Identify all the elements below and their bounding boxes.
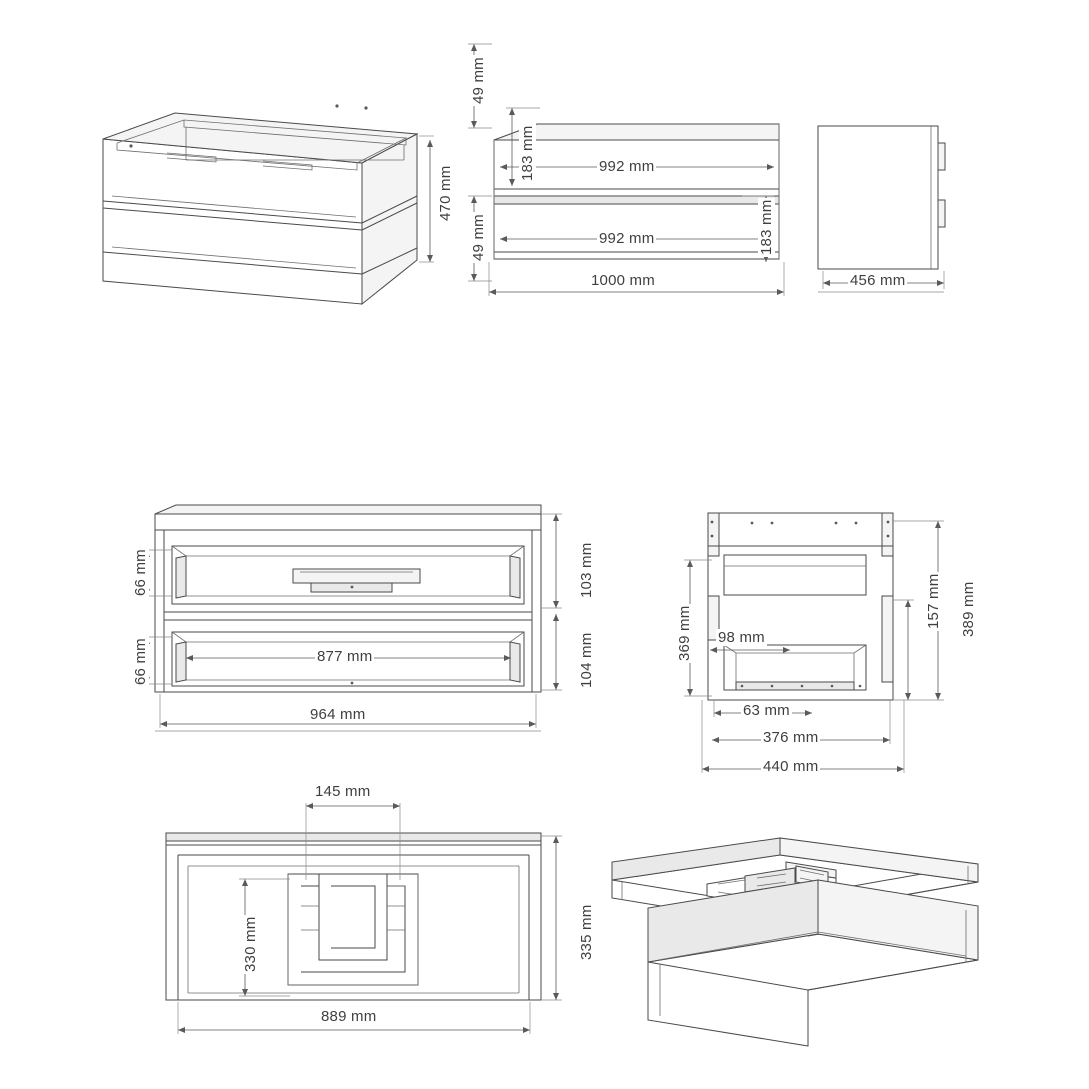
dim-rear-inner-height-369: 369 mm [676, 605, 693, 661]
side-elevation-geometry [818, 126, 945, 292]
dim-rear-inner-376: 376 mm [763, 729, 819, 746]
dim-side-depth-456: 456 mm [850, 272, 906, 289]
dim-front-gap-bottom-49: 49 mm [470, 214, 487, 261]
dim-plan-width-889: 889 mm [321, 1008, 377, 1025]
dim-front-drawer-bottom-183: 183 mm [758, 199, 775, 255]
dim-iso-height-470: 470 mm [437, 165, 454, 221]
front-section-geometry [141, 505, 562, 731]
dim-front-gap-top-49: 49 mm [470, 57, 487, 104]
dim-section-upper-66: 66 mm [132, 549, 149, 596]
dim-rear-outer-440: 440 mm [763, 758, 819, 775]
dim-section-rail-104: 104 mm [578, 632, 595, 688]
exploded-drawers-geometry [612, 838, 978, 1046]
dim-front-drawer-top-183: 183 mm [519, 125, 536, 181]
dim-plan-cutout-width-145: 145 mm [315, 783, 371, 800]
dim-rear-offset-157: 157 mm [925, 573, 942, 629]
dim-front-drawer-top-width-992: 992 mm [599, 158, 655, 175]
dim-plan-cutout-depth-330: 330 mm [242, 916, 259, 972]
dim-section-inner-width-877: 877 mm [317, 648, 373, 665]
dim-section-lower-66: 66 mm [132, 638, 149, 685]
dim-section-carcass-width-964: 964 mm [310, 706, 366, 723]
iso-carcass-geometry [103, 104, 434, 304]
dim-rear-cutout-98: 98 mm [718, 629, 765, 646]
dim-section-rail-103: 103 mm [578, 542, 595, 598]
dim-plan-depth-335: 335 mm [578, 904, 595, 960]
top-plan-geometry [166, 803, 562, 1034]
dim-front-total-width-1000: 1000 mm [591, 272, 655, 289]
dim-rear-outer-height-389: 389 mm [960, 581, 977, 637]
dim-front-drawer-bottom-width-992: 992 mm [599, 230, 655, 247]
dim-rear-offset-63: 63 mm [743, 702, 790, 719]
